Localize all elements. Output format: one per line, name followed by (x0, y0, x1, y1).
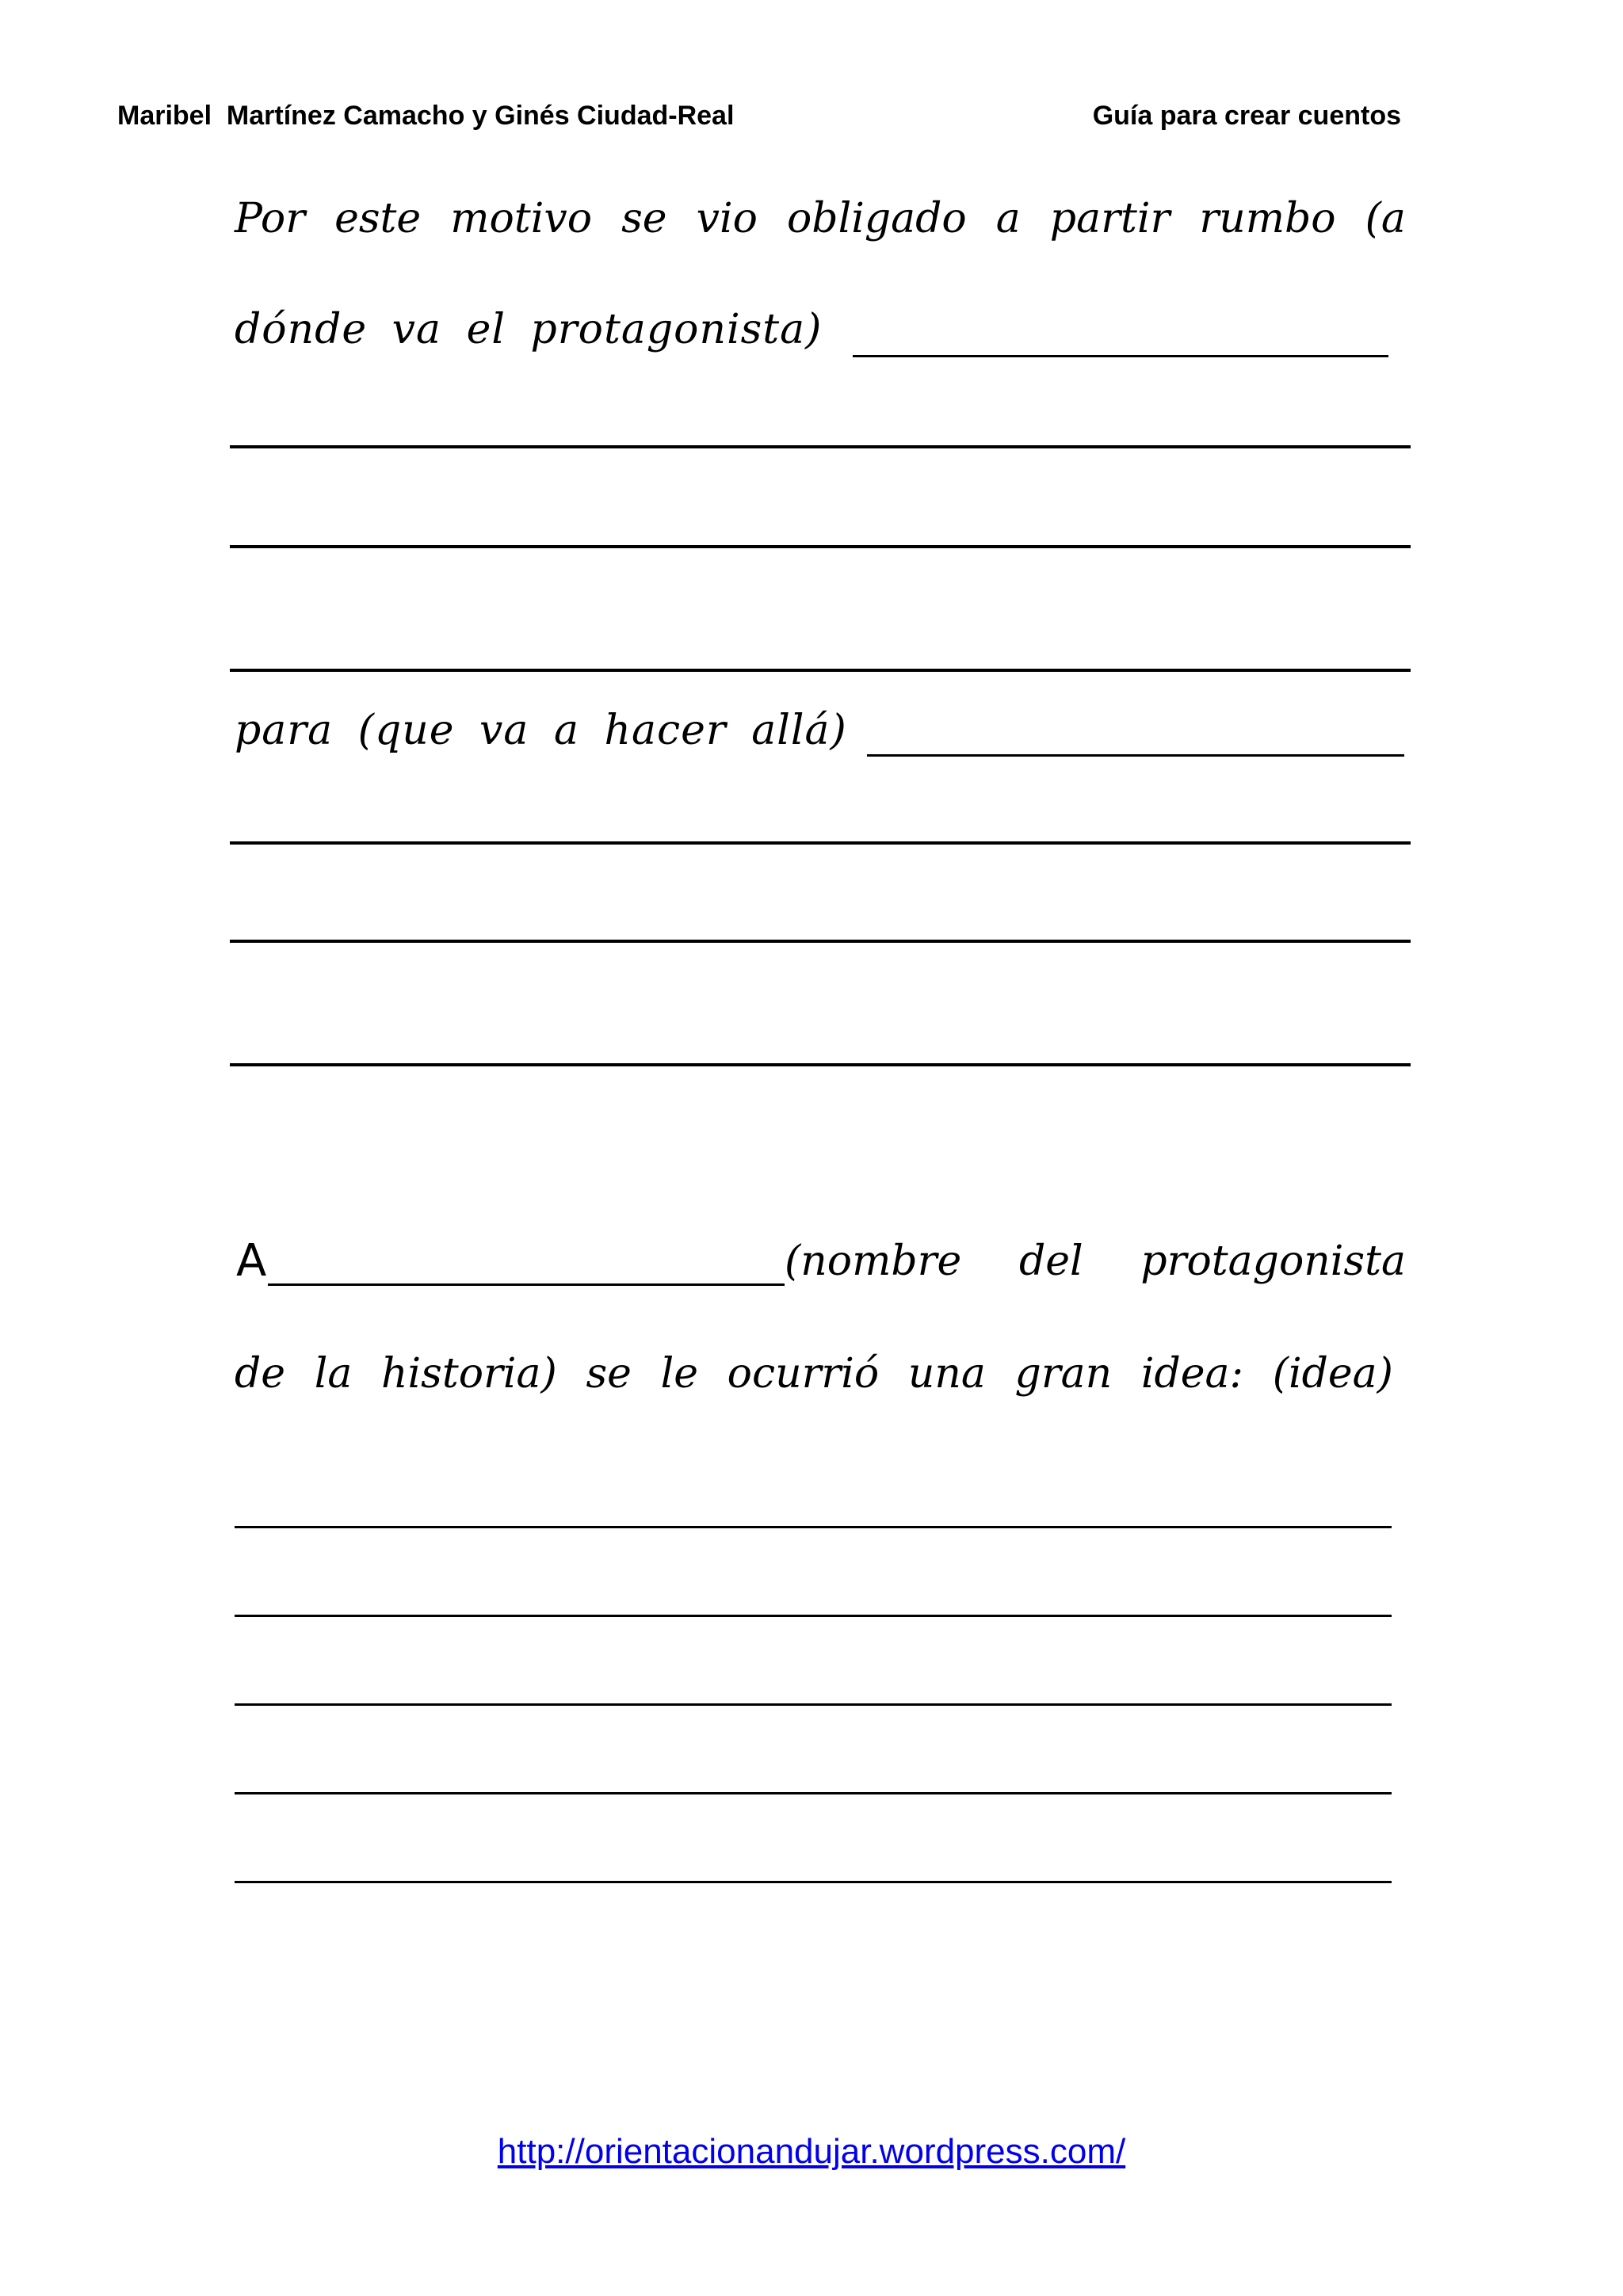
writing-line-7[interactable] (235, 1526, 1392, 1528)
writing-line-3[interactable] (230, 669, 1411, 672)
writing-line-5[interactable] (230, 940, 1411, 943)
word: este (334, 195, 422, 242)
writing-line-9[interactable] (235, 1703, 1392, 1706)
word: gran (1014, 1350, 1113, 1398)
word: Por (235, 195, 306, 242)
footer-url-link[interactable]: http://orientacionandujar.wordpress.com/ (497, 2132, 1126, 2171)
word: del (1018, 1238, 1083, 1285)
word: motivo (450, 195, 593, 242)
word: se (621, 195, 667, 242)
writing-line-2[interactable] (230, 545, 1411, 548)
answer-blank-protagonist-name[interactable] (268, 1283, 785, 1286)
word: rumbo (1199, 195, 1336, 242)
word: de (235, 1350, 286, 1398)
word: se (586, 1350, 632, 1398)
writing-line-4[interactable] (230, 841, 1411, 845)
prompt-purpose: para (que va a hacer allá) (235, 707, 847, 754)
prompt-name-line-1 (785, 1238, 1406, 1285)
word: idea: (1140, 1350, 1244, 1398)
writing-line-6[interactable] (230, 1063, 1411, 1066)
writing-line-10[interactable] (235, 1792, 1392, 1794)
prompt-idea-line-2 (235, 1350, 1393, 1398)
word: vio (696, 195, 758, 242)
answer-blank-purpose[interactable] (867, 754, 1404, 757)
word: la (314, 1350, 353, 1398)
writing-line-11[interactable] (235, 1881, 1392, 1883)
writing-line-8[interactable] (235, 1615, 1392, 1617)
header-title: Guía para crear cuentos (1092, 101, 1401, 131)
prompt-destination-line-2: dónde va el protagonista) (235, 306, 823, 353)
word: historia) (381, 1350, 557, 1398)
word: una (907, 1350, 986, 1398)
word: ocurrió (727, 1350, 880, 1398)
word: obligado (786, 195, 967, 242)
word: partir (1049, 195, 1170, 242)
word: protagonista (1140, 1238, 1406, 1285)
word: (a (1365, 195, 1406, 242)
writing-line-1[interactable] (230, 445, 1411, 448)
header-authors: Maribel Martínez Camacho y Ginés Ciudad-Real (117, 101, 735, 131)
word: (idea) (1272, 1350, 1393, 1398)
prompt-name-start: A (236, 1235, 268, 1287)
word: (nombre (785, 1238, 962, 1285)
footer (0, 2131, 1623, 2172)
prompt-destination-line-1 (235, 195, 1406, 242)
word: a (995, 195, 1021, 242)
word: le (660, 1350, 698, 1398)
answer-blank-destination[interactable] (853, 355, 1388, 357)
